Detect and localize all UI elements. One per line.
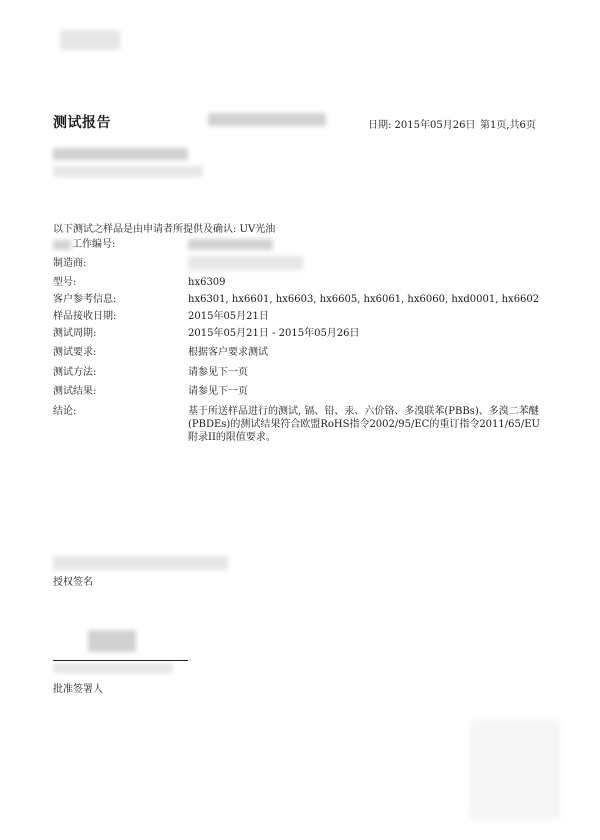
redacted-header-company — [208, 113, 326, 126]
field-label-test-period: 测试周期: — [53, 328, 97, 339]
watermark-top-left — [60, 30, 120, 50]
field-value-received-date: 2015年05月21日 — [188, 311, 269, 322]
field-value-test-method: 请参见下一页 — [188, 367, 248, 378]
field-label-client-ref: 客户参考信息: — [53, 294, 117, 305]
field-label-received-date: 样品接收日期: — [53, 311, 117, 322]
redacted-workno-value — [188, 239, 273, 250]
field-label-test-method: 测试方法: — [53, 367, 97, 378]
field-value-test-result: 请参见下一页 — [188, 386, 248, 397]
field-value-model: hx6309 — [188, 277, 226, 288]
field-value-test-requirement: 根据客户要求测试 — [188, 347, 268, 358]
field-label-work-no: 工作编号: — [72, 239, 116, 250]
field-label-manufacturer: 制造商: — [53, 258, 87, 269]
field-value-conclusion: 基于所送样品进行的测试, 镉、铅、汞、六价铬、多溴联苯(PBBs)、多溴二苯醚(PBDEs)的测试结果符合欧盟RoHS指令2002/95/EC的重订指令2011/65/EU附录II的限值要求。 — [188, 406, 540, 443]
watermark-bottom-right — [470, 720, 560, 820]
field-label-test-result: 测试结果: — [53, 386, 97, 397]
signature-line — [53, 660, 188, 661]
field-label-conclusion: 结论: — [53, 406, 77, 417]
redacted-manufacturer-value — [188, 256, 303, 270]
redacted-signature — [88, 630, 136, 652]
intro-text: 以下测试之样品是由申请者所提供及确认: UV光油 — [53, 224, 276, 235]
redacted-approver-name — [53, 663, 173, 673]
field-label-test-requirement: 测试要求: — [53, 347, 97, 358]
redacted-address-line-2 — [53, 166, 203, 177]
page-count: 第1页,共6页 — [480, 120, 536, 131]
approver-label: 批准签署人 — [53, 684, 103, 695]
report-title: 测试报告 — [53, 115, 111, 131]
redacted-address-line-1 — [53, 148, 188, 160]
field-value-test-period: 2015年05月21日 - 2015年05月26日 — [188, 328, 360, 339]
redacted-workno-prefix — [53, 240, 71, 250]
redacted-authorized-org — [53, 556, 228, 570]
field-value-client-ref: hx6301, hx6601, hx6603, hx6605, hx6061, hx6060, hxd0001, hx6602 — [188, 294, 540, 305]
authorized-signature-label: 授权签名 — [53, 577, 93, 588]
report-date: 日期: 2015年05月26日 — [368, 120, 476, 131]
field-label-model: 型号: — [53, 277, 77, 288]
